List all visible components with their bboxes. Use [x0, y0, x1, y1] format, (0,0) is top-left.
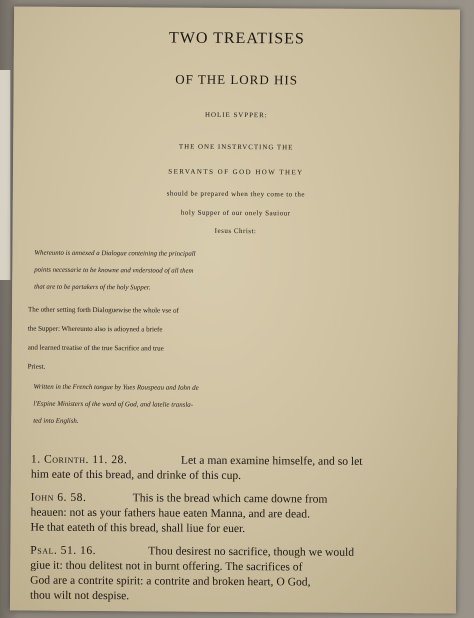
subtitle-line-1: THE ONE INSTRVCTING THE: [178, 143, 294, 152]
scripture-text: God are a contrite spirit: a contrite and broken heart, O God,: [30, 573, 311, 589]
dialogue-line-2: points necessarie to be knowne and vnderstood of all them: [34, 266, 194, 275]
title-line-2: OF THE LORD HIS: [175, 71, 299, 88]
dialogue-line-1: Whereunto is annexed a Dialogue conteining the principall: [34, 249, 196, 258]
dialogue-line-3: that are to be partakers of the holy Supper.: [34, 283, 151, 292]
scripture-text: He that eateth of this bread, shall liue for euer.: [30, 520, 246, 536]
subtitle-line-5: Iesus Christ:: [214, 226, 257, 236]
title-page: [10, 6, 460, 613]
subtitle-line-4: holy Supper of our onely Sauiour: [180, 208, 291, 218]
title-line-1: TWO TREATISES: [168, 29, 305, 48]
other-treatise-line-1: The other setting forth Dialoguewise the whole vse of: [27, 305, 179, 315]
scripture-text: thou wilt not despise.: [29, 588, 130, 603]
written-by-line-1: Written in the French tongue by Yues Rouspeau and Iohn de: [33, 383, 199, 392]
subtitle-line-3: should be prepared when they come to the: [166, 189, 306, 199]
other-treatise-line-4: Priest.: [27, 362, 46, 371]
subtitle-line-2: SERVANTS OF GOD HOW THEY: [168, 168, 304, 177]
written-by-line-2: l'Espine Ministers of the word of God, and latelie transla-: [33, 400, 194, 409]
scripture-text: giue it: thou delitest not in burnt offering. The sacrifices of: [30, 558, 303, 574]
adjacent-exhibit-card: [0, 70, 11, 280]
other-treatise-line-2: the Supper: Whereunto also is adioyned a briefe: [27, 324, 163, 334]
scripture-text: Thou desirest no sacrifice, though we would: [148, 544, 355, 559]
title-line-3: HOLIE SVPPER:: [205, 111, 268, 120]
written-by-line-3: ted into English.: [33, 417, 79, 425]
scripture-text: Let a man examine himselfe, and so let: [180, 453, 363, 468]
scripture-text: him eate of this bread, and drinke of this cup.: [30, 467, 242, 483]
scripture-ref-john: Iohn 6. 58.: [30, 490, 87, 504]
scripture-ref-psalm: Psal. 51. 16.: [30, 543, 97, 558]
scripture-text: This is the bread which came downe from: [132, 491, 328, 506]
scripture-text: heauen: not as your fathers haue eaten Manna, and are dead.: [30, 505, 311, 521]
other-treatise-line-3: and learned treatise of the true Sacrifice and true: [27, 343, 164, 353]
scripture-ref-corinthians: 1. Corinth. 11. 28.: [30, 452, 128, 467]
